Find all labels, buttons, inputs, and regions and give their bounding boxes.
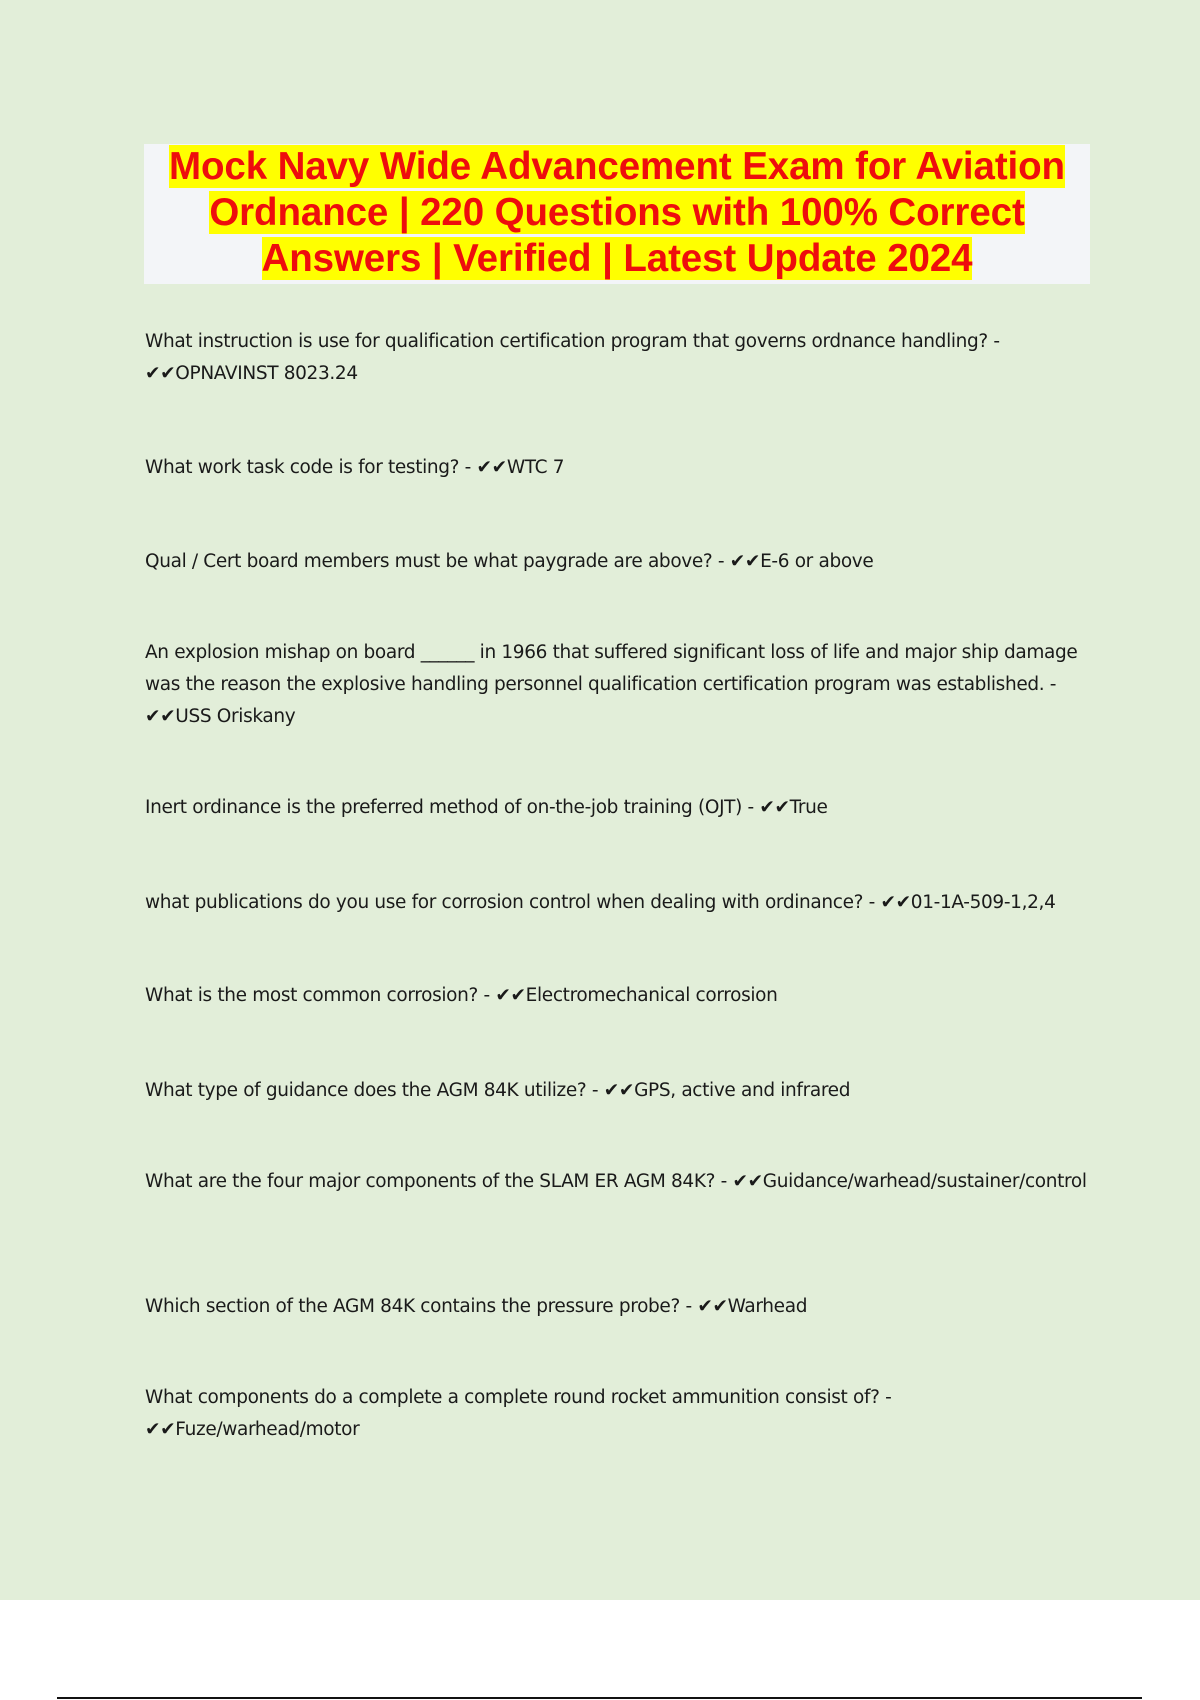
qa-item: what publications do you use for corrosion control when dealing with ordinance? - ✔✔01-1A-509-1,2,4 [145,892,1056,913]
qa-item: What work task code is for testing? - ✔✔WTC 7 [145,457,565,478]
qa-item: Qual / Cert board members must be what paygrade are above? - ✔✔E-6 or above [145,551,874,572]
qa-item: What components do a complete a complete round rocket ammunition consist of? - ✔✔Fuze/warhead/motor [145,1387,892,1440]
qa-item: What type of guidance does the AGM 84K utilize? - ✔✔GPS, active and infrared [145,1080,851,1101]
qa-item: What instruction is use for qualification certification program that governs ordnance handling? - ✔✔OPNAVINST 8023.24 [145,331,1000,384]
qa-item: What are the four major components of the SLAM ER AGM 84K? - ✔✔Guidance/warhead/sustainer/control [145,1171,1087,1192]
title-box [144,144,1090,284]
qa-item: An explosion mishap on board ______ in 1966 that suffered significant loss of life and major ship damage was the reason the explosive handling personnel qualification certification program was established. - ✔✔USS Oriskany [145,642,1078,727]
footer-divider [57,1697,1142,1699]
qa-item: Inert ordinance is the preferred method of on-the-job training (OJT) - ✔✔True [145,797,828,818]
document-title: Mock Navy Wide Advancement Exam for Aviation Ordnance | 220 Questions with 100% Correct Answers | Verified | Latest Update 2024 [169,145,1065,280]
qa-item: Which section of the AGM 84K contains the pressure probe? - ✔✔Warhead [145,1296,808,1317]
qa-item: What is the most common corrosion? - ✔✔Electromechanical corrosion [145,985,778,1006]
